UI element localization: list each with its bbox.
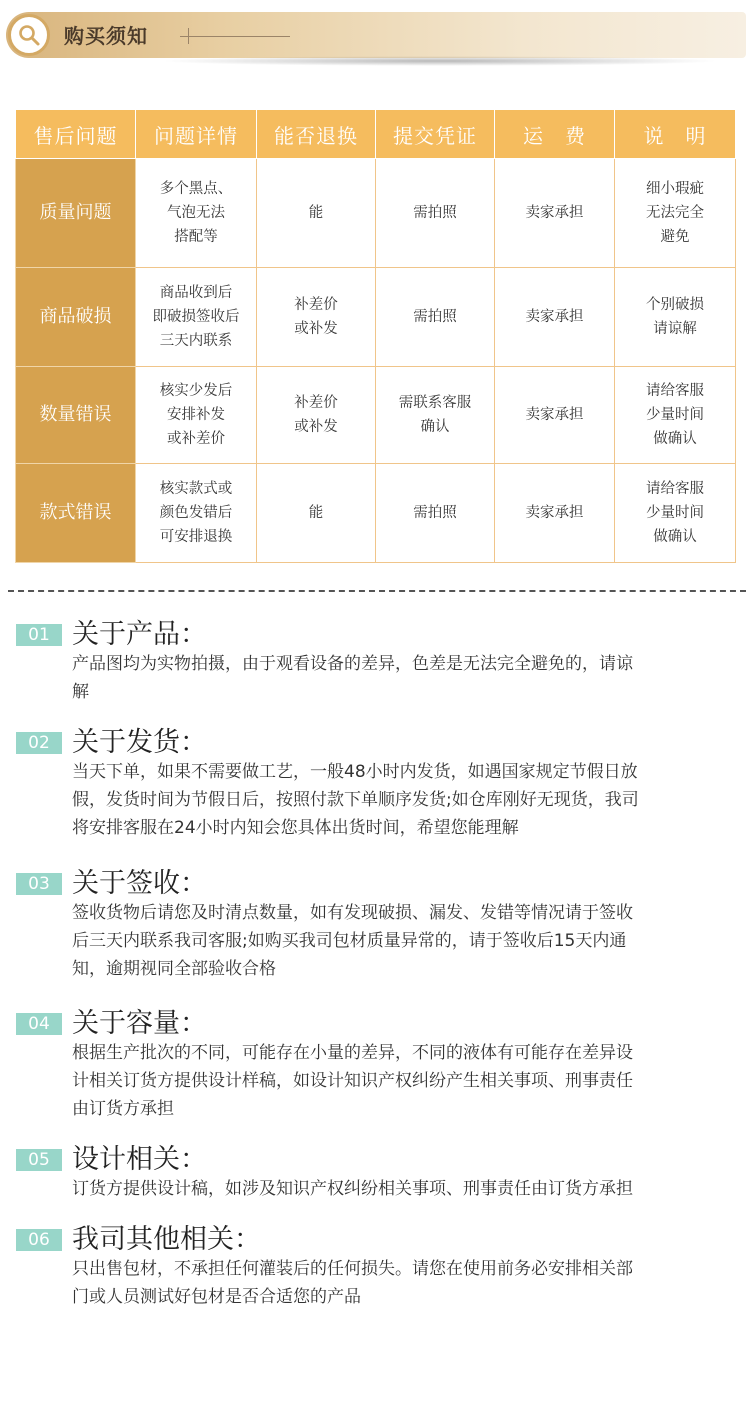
cell-line: 核实款式或 <box>159 481 233 497</box>
table-row <box>16 367 736 464</box>
table-row <box>16 464 736 563</box>
cell-note <box>615 464 736 563</box>
cell-note <box>615 159 736 268</box>
table-row <box>16 159 736 268</box>
cell-exchange <box>257 367 376 464</box>
cell-line: 卖家承担 <box>525 407 584 423</box>
cell-line: 能 <box>308 505 324 521</box>
cell-line: 请给客服 <box>646 481 704 497</box>
note-number-badge: 06 <box>16 1229 62 1251</box>
cell-line: 细小瑕疵 <box>646 181 704 197</box>
row-issue: 数量错误 <box>16 367 136 464</box>
table-row <box>16 268 736 367</box>
page-title: 购买须知 <box>64 24 148 48</box>
cell-proof <box>376 159 495 268</box>
cell-proof <box>376 268 495 367</box>
cell-line: 少量时间 <box>646 407 704 423</box>
cell-proof <box>376 464 495 563</box>
cell-shipping <box>495 464 615 563</box>
cell-line: 颜色发错后 <box>159 505 233 521</box>
cell-line: 或补发 <box>294 419 338 435</box>
cell-line: 需联系客服 <box>398 395 472 411</box>
cell-line: 请谅解 <box>653 321 697 337</box>
cell-line: 能 <box>308 205 324 221</box>
cell-line: 商品收到后 <box>159 285 233 301</box>
cell-line: 无法完全 <box>646 205 704 221</box>
note-body <box>72 650 736 706</box>
note-line: 产品图均为实物拍摄，由于观看设备的差异，色差是无法完全避免的，请谅 <box>72 654 633 674</box>
note-line: 解 <box>72 682 89 702</box>
cell-detail <box>136 268 257 367</box>
column-header: 提交凭证 <box>376 110 495 159</box>
cell-detail <box>136 367 257 464</box>
cell-line: 即破损签收后 <box>152 309 240 325</box>
banner-divider <box>180 36 290 37</box>
note-title: 我司其他相关： <box>72 1224 261 1255</box>
cell-proof <box>376 367 495 464</box>
cell-note <box>615 367 736 464</box>
cell-line: 补差价 <box>294 395 338 411</box>
row-issue: 款式错误 <box>16 464 136 563</box>
column-header: 售后问题 <box>16 110 136 159</box>
note-number-badge: 05 <box>16 1149 62 1171</box>
cell-shipping <box>495 268 615 367</box>
cell-line: 确认 <box>420 419 450 435</box>
banner-divider-tick <box>188 28 189 44</box>
cell-line: 安排补发 <box>167 407 225 423</box>
note-number-badge: 04 <box>16 1013 62 1035</box>
search-icon <box>17 23 41 47</box>
cell-note <box>615 268 736 367</box>
cell-detail <box>136 464 257 563</box>
note-line: 只出售包材，不承担任何灌装后的任何损失。请您在使用前务必安排相关部 <box>72 1259 633 1279</box>
note-title: 关于发货： <box>72 727 207 758</box>
note-body <box>72 899 736 983</box>
note-line: 根据生产批次的不同，可能存在小量的差异，不同的液体有可能存在差异设 <box>72 1043 633 1063</box>
cell-line: 需拍照 <box>413 309 457 325</box>
cell-line: 或补差价 <box>167 431 225 447</box>
cell-line: 补差价 <box>294 297 338 313</box>
cell-line: 可安排退换 <box>159 529 233 545</box>
note-body <box>72 1255 736 1311</box>
cell-line: 个别破损 <box>646 297 704 313</box>
cell-exchange <box>257 268 376 367</box>
column-header: 问题详情 <box>136 110 257 159</box>
note-line: 计相关订货方提供设计样稿，如设计知识产权纠纷产生相关事项、刑事责任 <box>72 1071 633 1091</box>
note-number-badge: 01 <box>16 624 62 646</box>
cell-line: 请给客服 <box>646 383 704 399</box>
note-title: 关于产品： <box>72 619 207 650</box>
cell-line: 少量时间 <box>646 505 704 521</box>
note-line: 知，逾期视同全部验收合格 <box>72 959 276 979</box>
after-sales-table <box>15 109 736 563</box>
cell-shipping <box>495 159 615 268</box>
note-line: 订货方提供设计稿，如涉及知识产权纠纷相关事项、刑事责任由订货方承担 <box>72 1179 633 1199</box>
note-line: 将安排客服在24小时内知会您具体出货时间，希望您能理解 <box>72 818 519 838</box>
note-line: 签收货物后请您及时清点数量，如有发现破损、漏发、发错等情况请于签收 <box>72 903 633 923</box>
note-number-badge: 03 <box>16 873 62 895</box>
note-line: 当天下单，如果不需要做工艺，一般48小时内发货，如遇国家规定节假日放 <box>72 762 638 782</box>
note-body <box>72 1175 736 1203</box>
cell-line: 三天内联系 <box>159 333 233 349</box>
cell-line: 气泡无法 <box>167 205 225 221</box>
column-header: 说 明 <box>615 110 736 159</box>
cell-line: 避免 <box>660 229 690 245</box>
cell-line: 需拍照 <box>413 205 457 221</box>
note-body <box>72 758 736 842</box>
table-header-row <box>16 110 736 159</box>
note-number-badge: 02 <box>16 732 62 754</box>
column-header: 运 费 <box>495 110 615 159</box>
dashed-divider <box>8 590 746 592</box>
cell-line: 或补发 <box>294 321 338 337</box>
cell-line: 做确认 <box>653 431 697 447</box>
cell-exchange <box>257 159 376 268</box>
cell-exchange <box>257 464 376 563</box>
note-title: 关于容量： <box>72 1008 207 1039</box>
cell-detail <box>136 159 257 268</box>
note-title: 设计相关： <box>72 1144 207 1175</box>
cell-line: 多个黑点、 <box>159 181 233 197</box>
search-icon-circle <box>8 14 50 56</box>
cell-line: 卖家承担 <box>525 205 584 221</box>
note-line: 假，发货时间为节假日后，按照付款下单顺序发货;如仓库刚好无现货，我司 <box>72 790 639 810</box>
note-line: 门或人员测试好包材是否合适您的产品 <box>72 1287 361 1307</box>
note-title: 关于签收： <box>72 868 207 899</box>
row-issue: 质量问题 <box>16 159 136 268</box>
note-line: 由订货方承担 <box>72 1099 174 1119</box>
cell-line: 搭配等 <box>174 229 218 245</box>
banner-shadow <box>160 56 720 66</box>
cell-line: 需拍照 <box>413 505 457 521</box>
column-header: 能否退换 <box>257 110 376 159</box>
note-body <box>72 1039 736 1123</box>
cell-shipping <box>495 367 615 464</box>
row-issue: 商品破损 <box>16 268 136 367</box>
cell-line: 核实少发后 <box>159 383 233 399</box>
note-line: 后三天内联系我司客服;如购买我司包材质量异常的，请于签收后15天内通 <box>72 931 627 951</box>
cell-line: 做确认 <box>653 529 697 545</box>
cell-line: 卖家承担 <box>525 505 584 521</box>
cell-line: 卖家承担 <box>525 309 584 325</box>
